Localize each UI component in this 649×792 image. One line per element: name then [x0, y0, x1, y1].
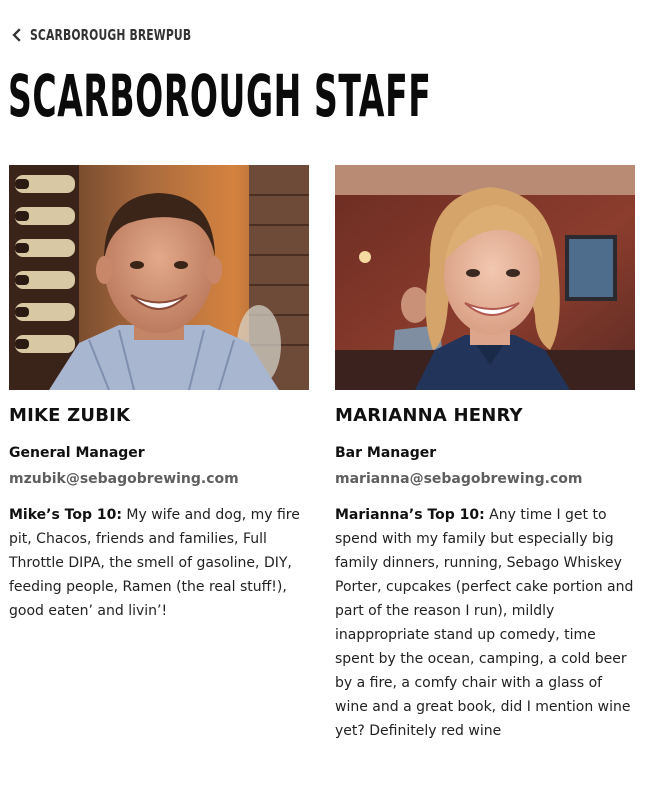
staff-bio-label: Mike’s Top 10:	[9, 507, 122, 523]
staff-role: General Manager	[9, 445, 145, 461]
staff-email-link[interactable]: mzubik@sebagobrewing.com	[9, 471, 239, 487]
staff-bio-label: Marianna’s Top 10:	[335, 507, 485, 523]
back-link[interactable]	[10, 24, 254, 46]
back-link-label: SCARBOROUGH BREWPUB	[30, 26, 192, 44]
staff-photo	[335, 165, 635, 390]
staff-bio-text: Any time I get to spend with my family but especially big family dinners, running, Sebago Whiskey Porter, cupcakes (perfect cake portion and part of the reason I run), mildly inappropriate stand up comedy, time spent by the ocean, camping, a cold beer by a fire, a comfy chair with a glass of wine and a great book, did I mention wine yet? Definitely red wine	[335, 507, 634, 739]
staff-email-link[interactable]: marianna@sebagobrewing.com	[335, 471, 583, 487]
staff-card	[9, 165, 310, 623]
page-title: SCARBOROUGH STAFF	[8, 62, 432, 130]
staff-name: MARIANNA HENRY	[335, 405, 523, 426]
chevron-left-icon	[10, 24, 24, 46]
staff-role: Bar Manager	[335, 445, 437, 461]
staff-bio-text: My wife and dog, my fire pit, Chacos, friends and families, Full Throttle DIPA, the smell of gasoline, DIY, feeding people, Ramen (the real stuff!), good eaten’ and livin’!	[9, 507, 300, 619]
staff-name: MIKE ZUBIK	[9, 405, 131, 426]
staff-bio	[9, 503, 309, 623]
staff-bio	[335, 503, 635, 743]
staff-card	[335, 165, 636, 743]
staff-photo	[9, 165, 309, 390]
